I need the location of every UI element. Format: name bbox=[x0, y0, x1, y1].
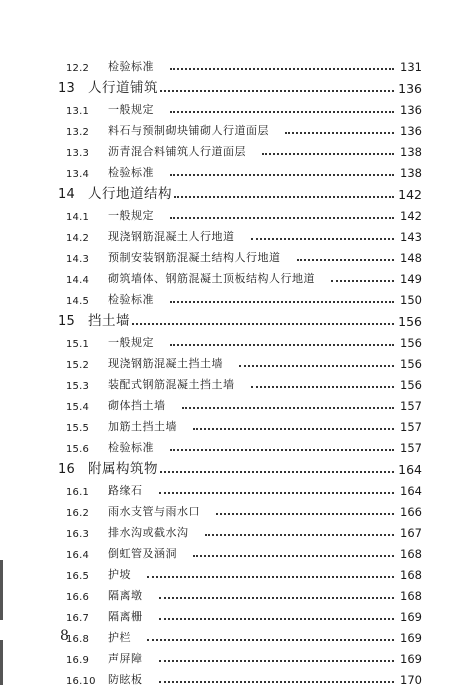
toc-entry-title: 排水沟或截水沟 bbox=[108, 526, 189, 539]
scan-edge-mark bbox=[0, 640, 3, 685]
toc-entry-title: 附属构筑物 bbox=[88, 461, 158, 477]
toc-section-entry bbox=[58, 413, 422, 434]
toc-entry-page: 169 bbox=[400, 652, 422, 666]
toc-entry-title: 挡土墙 bbox=[88, 313, 130, 329]
toc-section-entry bbox=[58, 96, 422, 117]
toc-entry-title: 料石与预制砌块铺砌人行道面层 bbox=[108, 124, 269, 137]
toc-entry-page: 138 bbox=[400, 145, 422, 159]
toc-entry-page: 157 bbox=[400, 399, 422, 413]
toc-entry-title: 一般规定 bbox=[108, 103, 154, 116]
toc-section-entry bbox=[58, 498, 422, 519]
toc-entry-number: 16.3 bbox=[66, 529, 90, 540]
page-number: 8 bbox=[60, 628, 69, 644]
dot-leader bbox=[160, 90, 394, 92]
toc-entry-page: 148 bbox=[400, 251, 422, 265]
toc-entry-page: 136 bbox=[400, 124, 422, 138]
dot-leader bbox=[251, 238, 395, 240]
toc-entry-number: 16 bbox=[58, 462, 75, 477]
dot-leader bbox=[331, 280, 394, 282]
toc-entry-title: 路缘石 bbox=[108, 484, 143, 497]
dot-leader bbox=[205, 534, 395, 536]
dot-leader bbox=[174, 196, 394, 198]
dot-leader bbox=[170, 449, 394, 451]
dot-leader bbox=[147, 639, 394, 641]
toc-entry-page: 142 bbox=[398, 187, 422, 202]
dot-leader bbox=[297, 259, 395, 261]
dot-leader bbox=[159, 681, 395, 683]
toc-entry-number: 15 bbox=[58, 314, 75, 329]
toc-entry-page: 156 bbox=[400, 378, 422, 392]
toc-section-entry bbox=[58, 561, 422, 582]
dot-leader bbox=[216, 513, 394, 515]
toc-entry-number: 12.2 bbox=[66, 63, 90, 74]
toc-section-entry bbox=[58, 392, 422, 413]
dot-leader bbox=[160, 471, 394, 473]
toc-entry-page: 170 bbox=[400, 673, 422, 687]
toc-section-entry bbox=[58, 666, 422, 687]
toc-section-entry bbox=[58, 582, 422, 603]
toc-entry-title: 砌体挡土墙 bbox=[108, 399, 166, 412]
dot-leader bbox=[193, 555, 394, 557]
toc-entry-page: 166 bbox=[400, 505, 422, 519]
toc-entry-title: 现浇钢筋混凝土挡土墙 bbox=[108, 357, 223, 370]
toc-entry-number: 14.5 bbox=[66, 296, 90, 307]
toc-section-entry bbox=[58, 329, 422, 350]
dot-leader bbox=[159, 597, 395, 599]
toc-section-entry bbox=[58, 138, 422, 159]
toc-entry-number: 14.3 bbox=[66, 254, 90, 265]
toc-entry-title: 雨水支管与雨水口 bbox=[108, 505, 200, 518]
toc-chapter-entry bbox=[58, 307, 422, 329]
toc-entry-number: 15.1 bbox=[66, 339, 90, 350]
toc-entry-title: 现浇钢筋混凝土人行地道 bbox=[108, 230, 235, 243]
toc-entry-title: 倒虹管及涵洞 bbox=[108, 547, 177, 560]
toc-entry-number: 15.4 bbox=[66, 402, 90, 413]
toc-entry-title: 加筋土挡土墙 bbox=[108, 420, 177, 433]
toc-entry-page: 136 bbox=[398, 81, 422, 96]
toc-entry-title: 预制安装钢筋混凝土结构人行地道 bbox=[108, 251, 281, 264]
toc-entry-page: 156 bbox=[400, 357, 422, 371]
toc-entry-number: 16.6 bbox=[66, 592, 90, 603]
toc-entry-page: 157 bbox=[400, 420, 422, 434]
toc-entry-page: 138 bbox=[400, 166, 422, 180]
toc-entry-number: 15.2 bbox=[66, 360, 90, 371]
toc-entry-page: 149 bbox=[400, 272, 422, 286]
scan-edge-mark bbox=[0, 560, 3, 620]
dot-leader bbox=[147, 576, 394, 578]
toc-section-entry bbox=[58, 371, 422, 392]
toc-entry-page: 142 bbox=[400, 209, 422, 223]
toc-chapter-entry bbox=[58, 180, 422, 202]
dot-leader bbox=[239, 365, 394, 367]
toc-entry-number: 13.1 bbox=[66, 106, 90, 117]
toc-entry-number: 14.1 bbox=[66, 212, 90, 223]
dot-leader bbox=[170, 344, 394, 346]
toc-section-entry bbox=[58, 265, 422, 286]
toc-entry-number: 13.4 bbox=[66, 169, 90, 180]
table-of-contents bbox=[58, 53, 422, 687]
toc-entry-number: 15.6 bbox=[66, 444, 90, 455]
toc-entry-title: 检验标准 bbox=[108, 441, 154, 454]
dot-leader bbox=[170, 217, 394, 219]
toc-entry-title: 检验标准 bbox=[108, 60, 154, 73]
toc-entry-page: 150 bbox=[400, 293, 422, 307]
toc-entry-title: 隔离栅 bbox=[108, 610, 143, 623]
dot-leader bbox=[285, 132, 394, 134]
toc-entry-title: 人行地道结构 bbox=[88, 186, 172, 202]
toc-chapter-entry bbox=[58, 455, 422, 477]
toc-section-entry bbox=[58, 540, 422, 561]
dot-leader bbox=[251, 386, 395, 388]
dot-leader bbox=[170, 174, 394, 176]
toc-entry-number: 16.7 bbox=[66, 613, 90, 624]
toc-section-entry bbox=[58, 202, 422, 223]
toc-entry-number: 15.5 bbox=[66, 423, 90, 434]
toc-entry-title: 检验标准 bbox=[108, 166, 154, 179]
toc-entry-title: 防眩板 bbox=[108, 673, 143, 686]
toc-section-entry bbox=[58, 624, 422, 645]
toc-entry-page: 168 bbox=[400, 589, 422, 603]
toc-entry-number: 16.10 bbox=[66, 676, 96, 687]
toc-entry-page: 136 bbox=[400, 103, 422, 117]
dot-leader bbox=[159, 618, 395, 620]
toc-entry-page: 156 bbox=[398, 314, 422, 329]
toc-entry-number: 16.9 bbox=[66, 655, 90, 666]
toc-entry-title: 护坡 bbox=[108, 568, 131, 581]
toc-entry-number: 13.2 bbox=[66, 127, 90, 138]
dot-leader bbox=[182, 407, 395, 409]
toc-entry-page: 169 bbox=[400, 631, 422, 645]
toc-entry-page: 143 bbox=[400, 230, 422, 244]
toc-entry-page: 168 bbox=[400, 547, 422, 561]
toc-entry-page: 157 bbox=[400, 441, 422, 455]
toc-entry-number: 16.1 bbox=[66, 487, 90, 498]
toc-section-entry bbox=[58, 477, 422, 498]
toc-entry-title: 沥青混合料铺筑人行道面层 bbox=[108, 145, 246, 158]
toc-entry-page: 156 bbox=[400, 336, 422, 350]
toc-entry-page: 168 bbox=[400, 568, 422, 582]
toc-section-entry bbox=[58, 53, 422, 74]
toc-section-entry bbox=[58, 350, 422, 371]
toc-entry-number: 15.3 bbox=[66, 381, 90, 392]
toc-section-entry bbox=[58, 645, 422, 666]
toc-entry-title: 护栏 bbox=[108, 631, 131, 644]
toc-entry-page: 131 bbox=[400, 60, 422, 74]
dot-leader bbox=[170, 68, 394, 70]
toc-entry-title: 一般规定 bbox=[108, 209, 154, 222]
toc-chapter-entry bbox=[58, 74, 422, 96]
toc-entry-title: 一般规定 bbox=[108, 336, 154, 349]
toc-entry-title: 人行道铺筑 bbox=[88, 80, 158, 96]
toc-entry-number: 16.2 bbox=[66, 508, 90, 519]
dot-leader bbox=[159, 492, 395, 494]
toc-entry-page: 167 bbox=[400, 526, 422, 540]
toc-entry-number: 14.4 bbox=[66, 275, 90, 286]
dot-leader bbox=[170, 301, 394, 303]
toc-section-entry bbox=[58, 117, 422, 138]
toc-entry-page: 164 bbox=[400, 484, 422, 498]
toc-section-entry bbox=[58, 603, 422, 624]
toc-entry-title: 声屏障 bbox=[108, 652, 143, 665]
dot-leader bbox=[170, 111, 394, 113]
toc-entry-title: 砌筑墙体、钢筋混凝土顶板结构人行地道 bbox=[108, 272, 315, 285]
dot-leader bbox=[193, 428, 394, 430]
toc-entry-number: 16.8 bbox=[66, 634, 90, 645]
toc-section-entry bbox=[58, 223, 422, 244]
toc-entry-number: 13 bbox=[58, 81, 75, 96]
toc-entry-title: 检验标准 bbox=[108, 293, 154, 306]
toc-entry-number: 16.5 bbox=[66, 571, 90, 582]
toc-entry-number: 14 bbox=[58, 187, 75, 202]
toc-section-entry bbox=[58, 159, 422, 180]
toc-entry-number: 14.2 bbox=[66, 233, 90, 244]
toc-entry-title: 隔离墩 bbox=[108, 589, 143, 602]
toc-section-entry bbox=[58, 244, 422, 265]
toc-section-entry bbox=[58, 519, 422, 540]
dot-leader bbox=[159, 660, 395, 662]
toc-section-entry bbox=[58, 286, 422, 307]
dot-leader bbox=[262, 153, 394, 155]
toc-entry-number: 13.3 bbox=[66, 148, 90, 159]
toc-entry-page: 164 bbox=[398, 462, 422, 477]
dot-leader bbox=[132, 323, 394, 325]
toc-entry-page: 169 bbox=[400, 610, 422, 624]
toc-entry-title: 装配式钢筋混凝土挡土墙 bbox=[108, 378, 235, 391]
toc-section-entry bbox=[58, 434, 422, 455]
toc-entry-number: 16.4 bbox=[66, 550, 90, 561]
